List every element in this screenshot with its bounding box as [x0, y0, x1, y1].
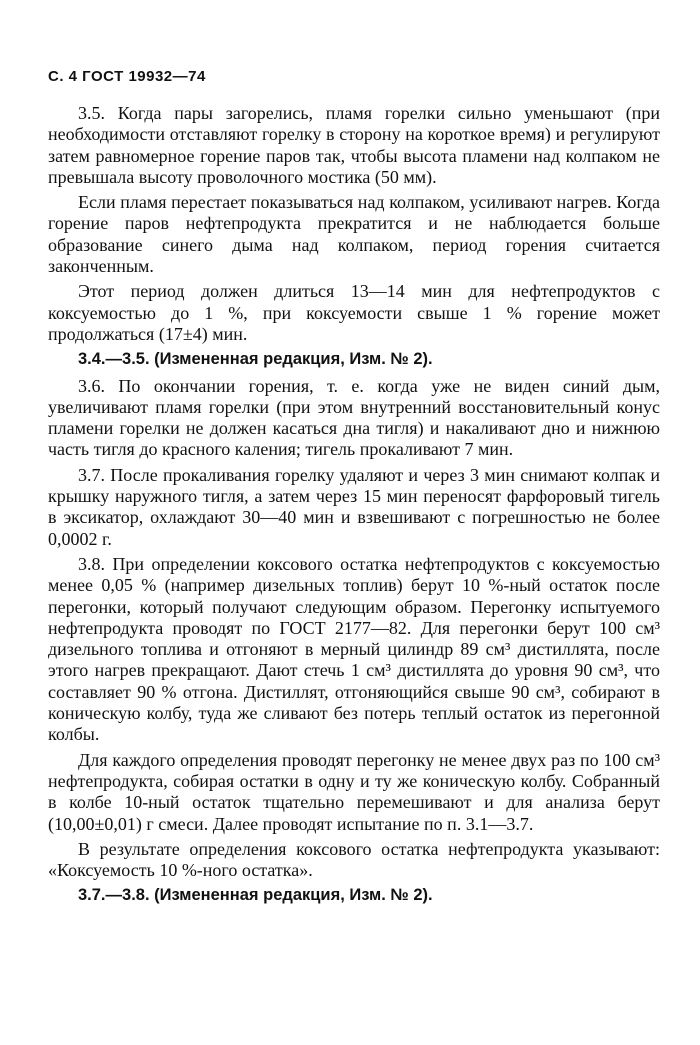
page-header: С. 4 ГОСТ 19932—74	[48, 68, 206, 85]
paragraph-3-6: 3.6. По окончании горения, т. е. когда уже не виден синий дым, увеличивают пламя горелки (при этом внутренний восстановительный конус пламени горелки не должен касаться дна тигля) и накаливают дно и нижнюю часть тигля до красного каления; тигель прокаливают 7 мин.	[48, 375, 660, 460]
paragraph-3-8: 3.8. При определении коксового остатка нефтепродуктов с коксуемостью менее 0,05 % (например дизельных топлив) берут 10 %-ный остаток после перегонки, который получают следующим образом. Перегонку испытуемого нефтепродукта проводят по ГОСТ 2177—82. Для перегонки берут 100 см³ дизельного топлива и отгоняют в мерный цилиндр 89 см³ дистиллята, после этого нагрев прекращают. Дают стечь 1 см³ дистиллята до уровня 90 см³, что составляет 90 % отгона. Дистиллят, отгоняющийся свыше 90 см³, собирают в коническую колбу, туда же сливают без потерь теплый остаток из перегонной колбы.	[48, 553, 660, 745]
amendment-note-3-4-3-5: 3.4.—3.5. (Измененная редакция, Изм. № 2).	[78, 350, 433, 369]
paragraph-3-7: 3.7. После прокаливания горелку удаляют и через 3 мин снимают колпак и крышку наружного тигля, а затем через 15 мин переносят фарфоровый тигель в эксикатор, охлаждают 30—40 мин и взвешивают с погрешностью не более 0,0002 г.	[48, 464, 660, 549]
amendment-note-3-7-3-8: 3.7.—3.8. (Измененная редакция, Изм. № 2).	[78, 886, 433, 905]
paragraph-result: В результате определения коксового остатка нефтепродукта указывают: «Коксуемость 10 %-ного остатка».	[48, 838, 660, 881]
paragraph-distillation: Для каждого определения проводят перегонку не менее двух раз по 100 см³ нефтепродукта, собирая остатки в одну и ту же коническую колбу. Собранный в колбе 10-ный остаток тщательно перемешивают и для анализа берут (10,00±0,01) г смеси. Далее проводят испытание по п. 3.1—3.7.	[48, 749, 660, 834]
paragraph-3-5: 3.5. Когда пары загорелись, пламя горелки сильно уменьшают (при необходимости отставляют горелку в сторону на короткое время) и регулируют затем равномерное горение паров так, чтобы высота пламени над колпаком не превышала высоту проволочного мостика (50 мм).	[48, 103, 660, 187]
paragraph-flame-stops: Если пламя перестает показываться над колпаком, усиливают нагрев. Когда горение паров нефтепродукта прекратится и не наблюдается больше образование синего дыма над колпаком, период горения считается законченным.	[48, 192, 660, 277]
paragraph-burning-period: Этот период должен длиться 13—14 мин для нефтепродуктов с коксуемостью до 1 %, при коксуемости свыше 1 % горение может продолжаться (17±4) мин.	[48, 281, 660, 344]
body-text	[48, 103, 660, 912]
